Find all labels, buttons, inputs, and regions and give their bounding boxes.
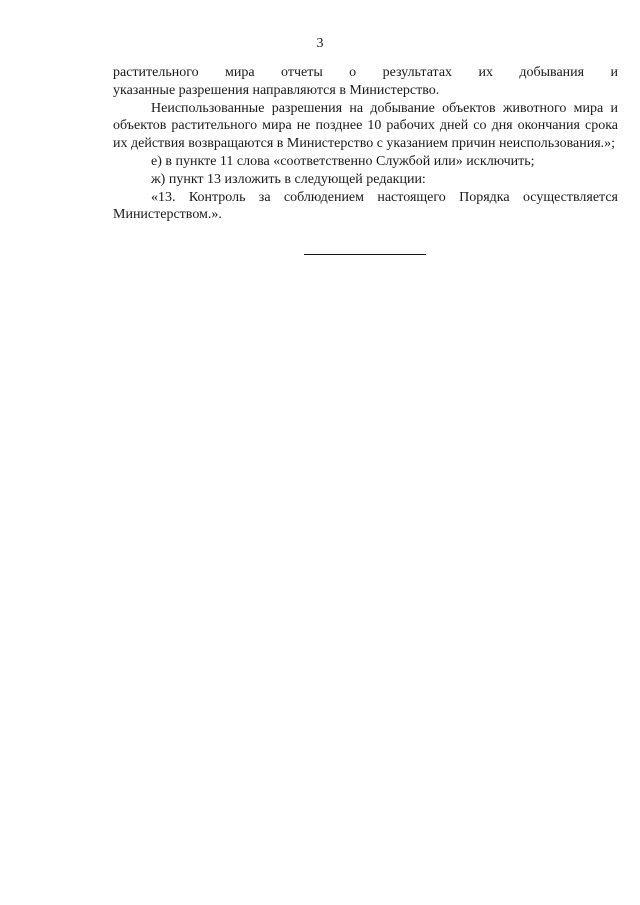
paragraph-item-zh: ж) пункт 13 изложить в следующей редакции:: [151, 171, 426, 187]
paragraph-continuation-line-2: указанные разрешения направляются в Министерство.: [113, 82, 440, 98]
document-body: [113, 64, 618, 224]
paragraph-unused-permits: Неиспользованные разрешения на добывание объектов животного мира и объектов растительного мира не позднее 10 рабочих дней со дня окончания срока их действия возвращаются в Министерство с указанием причин неиспользования.»;: [113, 100, 618, 152]
end-of-text-rule: [304, 254, 426, 255]
paragraph-item-13: «13. Контроль за соблюдением настоящего Порядка осуществляется Министерством.».: [113, 189, 618, 223]
paragraph-item-e: е) в пункте 11 слова «соответственно Службой или» исключить;: [151, 153, 535, 169]
page-number: 3: [316, 36, 324, 51]
paragraph-continuation-line-1: растительного мира отчеты о результатах их добывания и: [113, 65, 618, 80]
